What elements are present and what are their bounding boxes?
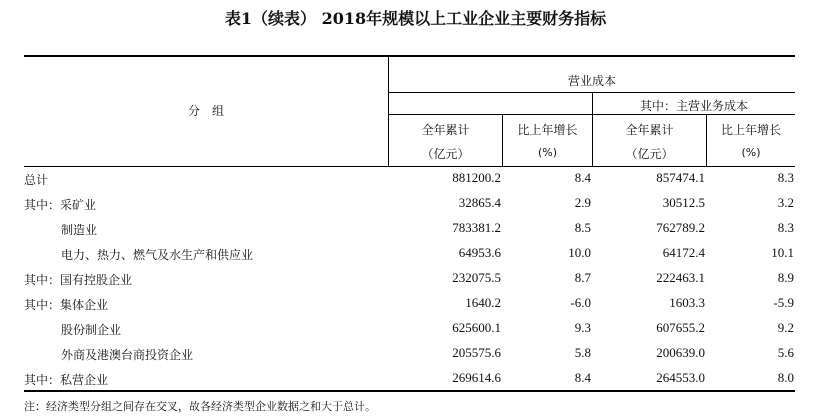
cost-growth-cell: -6.0: [570, 295, 591, 310]
cumulative-cost-cell: 881200.2: [452, 170, 501, 185]
cumulative-cost-cell: 64953.6: [458, 245, 501, 260]
row-label: 股份制企业: [61, 323, 122, 337]
growth-header-1: 比上年增长: [517, 123, 578, 137]
main-cost-header: 其中：主营业务成本: [639, 99, 748, 113]
table-top-rule: [24, 55, 795, 57]
cost-growth-cell: 8.4: [574, 170, 591, 185]
main-cumulative-cost-cell: 264553.0: [656, 370, 705, 385]
main-cost-growth-cell: 8.9: [777, 270, 794, 285]
main-cost-growth-cell: 8.3: [777, 220, 794, 235]
main-cost-growth-cell: 8.0: [777, 370, 794, 385]
cumulative-cost-cell: 1640.2: [465, 295, 501, 310]
row-label: 制造业: [61, 223, 98, 237]
cumulative-cost-cell: 232075.5: [452, 270, 501, 285]
unit-pct-header-1: (%): [537, 146, 558, 159]
cost-growth-cell: 5.8: [574, 345, 591, 360]
cumulative-header-1: 全年累计: [421, 123, 470, 137]
main-cost-growth-cell: -5.9: [773, 295, 794, 310]
main-cost-growth-cell: 5.6: [777, 345, 794, 360]
group-header: 分 组: [187, 104, 224, 118]
cumulative-cost-cell: 205575.6: [452, 345, 501, 360]
cumulative-cost-cell: 269614.6: [452, 370, 501, 385]
unit-pct-header-2: (%): [741, 146, 761, 159]
row-label: 其中：采矿业: [24, 198, 97, 212]
main-cost-growth-cell: 10.1: [771, 245, 794, 260]
main-cost-growth-cell: 9.2: [777, 320, 794, 335]
table-title: 表1（续表） 2018年规模以上工业企业主要财务指标: [224, 9, 607, 28]
cost-growth-cell: 9.3: [574, 320, 591, 335]
cost-growth-cell: 8.5: [574, 220, 591, 235]
unit-header-2: （亿元）: [625, 147, 674, 161]
row-label: 外商及港澳台商投资企业: [61, 348, 194, 362]
header-bottom-rule: [24, 166, 795, 167]
footnote: 注：经济类型分组之间存在交叉，故各经济类型企业数据之和大于总计。: [24, 400, 376, 413]
row-label: 其中：国有控股企业: [24, 273, 133, 287]
row-label: 电力、热力、燃气及水生产和供应业: [61, 248, 254, 262]
cumulative-cost-cell: 783381.2: [452, 220, 501, 235]
cost-growth-cell: 2.9: [574, 195, 591, 210]
main-cumulative-cost-cell: 607655.2: [656, 320, 705, 335]
cumulative-cost-cell: 32865.4: [458, 195, 501, 210]
main-cumulative-cost-cell: 762789.2: [656, 220, 705, 235]
main-cumulative-cost-cell: 30512.5: [662, 195, 705, 210]
main-cumulative-cost-cell: 64172.4: [662, 245, 705, 260]
main-cost-growth-cell: 8.3: [777, 170, 794, 185]
main-cost-growth-cell: 3.2: [777, 195, 794, 210]
main-cumulative-cost-cell: 1603.3: [669, 295, 705, 310]
cumulative-cost-cell: 625600.1: [452, 320, 501, 335]
cost-growth-cell: 8.7: [574, 270, 591, 285]
cumulative-header-2: 全年累计: [625, 123, 674, 137]
unit-header-1: （亿元）: [421, 147, 470, 161]
main-cumulative-cost-cell: 200639.0: [656, 345, 705, 360]
row-label: 总计: [24, 173, 49, 187]
main-cumulative-cost-cell: 857474.1: [656, 170, 705, 185]
growth-header-2: 比上年增长: [720, 123, 781, 137]
row-label: 其中：私营企业: [24, 373, 109, 387]
table-bottom-rule: [24, 390, 795, 392]
row-label: 其中：集体企业: [24, 298, 109, 312]
revenue-cost-header: 营业成本: [567, 74, 616, 88]
main-cumulative-cost-cell: 222463.1: [656, 270, 705, 285]
cost-growth-cell: 10.0: [568, 245, 591, 260]
cost-growth-cell: 8.4: [574, 370, 591, 385]
